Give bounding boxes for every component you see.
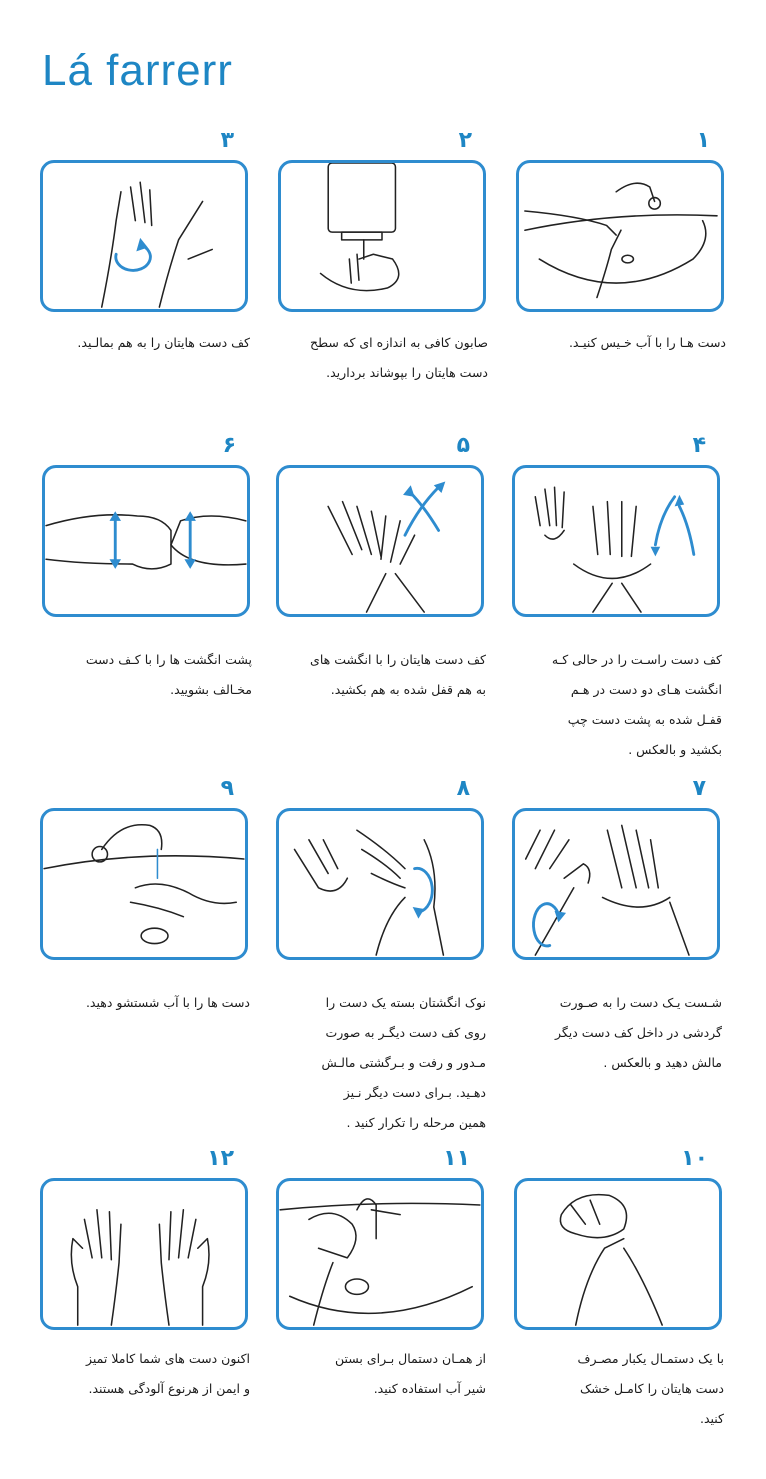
step-number: ۸ xyxy=(456,776,470,801)
step-number: ۷ xyxy=(692,776,706,801)
step-text: اکنون دست های شما کاملا تمیز و ایمن از هرنوع آلودگی هستند. xyxy=(86,1351,250,1396)
page-title: Lá farrerr xyxy=(42,46,233,95)
step-text: از همـان دستمال بـرای بستن شیر آب استفاده کنید. xyxy=(334,1351,486,1396)
step-text: کف دست هایتان را با انگشت های به هم قفل شده به هم بکشید. xyxy=(310,652,486,697)
wet-hands-icon xyxy=(516,160,724,312)
step-number: ۱ xyxy=(696,128,710,153)
step-text: دست ها را با آب شستشو دهید. xyxy=(85,995,250,1010)
step-number: ۳ xyxy=(220,128,234,153)
step-text: کف دست راسـت را در حالی کـه انگشت هـای دو دست در هـم قفـل شده به پشت دست چپ بکشید و بالعکس . xyxy=(551,652,722,757)
step-text: شـست یـک دست را به صـورت گردشی در داخل کف دست دیگر مالش دهید و بالعکس . xyxy=(554,995,722,1070)
rotational-thumb-icon xyxy=(512,808,720,960)
rub-palms-icon xyxy=(40,160,248,312)
step-text: پشت انگشت ها را با کـف دست مخـالف بشویید. xyxy=(85,652,252,697)
soap-dispenser-icon xyxy=(278,160,486,312)
step-number: ۵ xyxy=(456,433,470,458)
step-number: ۱۲ xyxy=(207,1146,234,1171)
crossed-fingers-icon xyxy=(276,465,484,617)
close-tap-towel-icon xyxy=(276,1178,484,1330)
interlaced-fingers-icon xyxy=(512,465,720,617)
step-number: ۱۰ xyxy=(681,1146,708,1171)
clean-hands-icon xyxy=(40,1178,248,1330)
step-text: صابون کافی به اندازه ای که سطح دست هایتان را بپوشاند بردارید. xyxy=(310,335,488,380)
dry-towel-icon xyxy=(514,1178,722,1330)
step-number: ۱۱ xyxy=(443,1146,470,1171)
step-number: ۲ xyxy=(458,128,472,153)
step-number: ۹ xyxy=(220,776,234,801)
step-text: نوک انگشتان بسته یک دست را روی کف دست دیگـر به صورت مـدور و رفت و بـرگشتی مالـش دهـید. بـرای دست دیگر نـیز همین مرحله را تکرار کنید . xyxy=(321,995,486,1130)
step-text: با یک دستمـال یکبار مصـرف دست هایتان را کامـل خشک کنید. xyxy=(577,1351,724,1426)
fingertips-rub-icon xyxy=(276,808,484,960)
step-text: کف دست هایتان را به هم بمالـید. xyxy=(77,335,250,350)
backs-of-fingers-icon xyxy=(42,465,250,617)
step-number: ۶ xyxy=(222,433,236,458)
step-text: دست هـا را با آب خـیس کنیـد. xyxy=(568,335,726,350)
rinse-hands-icon xyxy=(40,808,248,960)
step-number: ۴ xyxy=(692,433,706,458)
